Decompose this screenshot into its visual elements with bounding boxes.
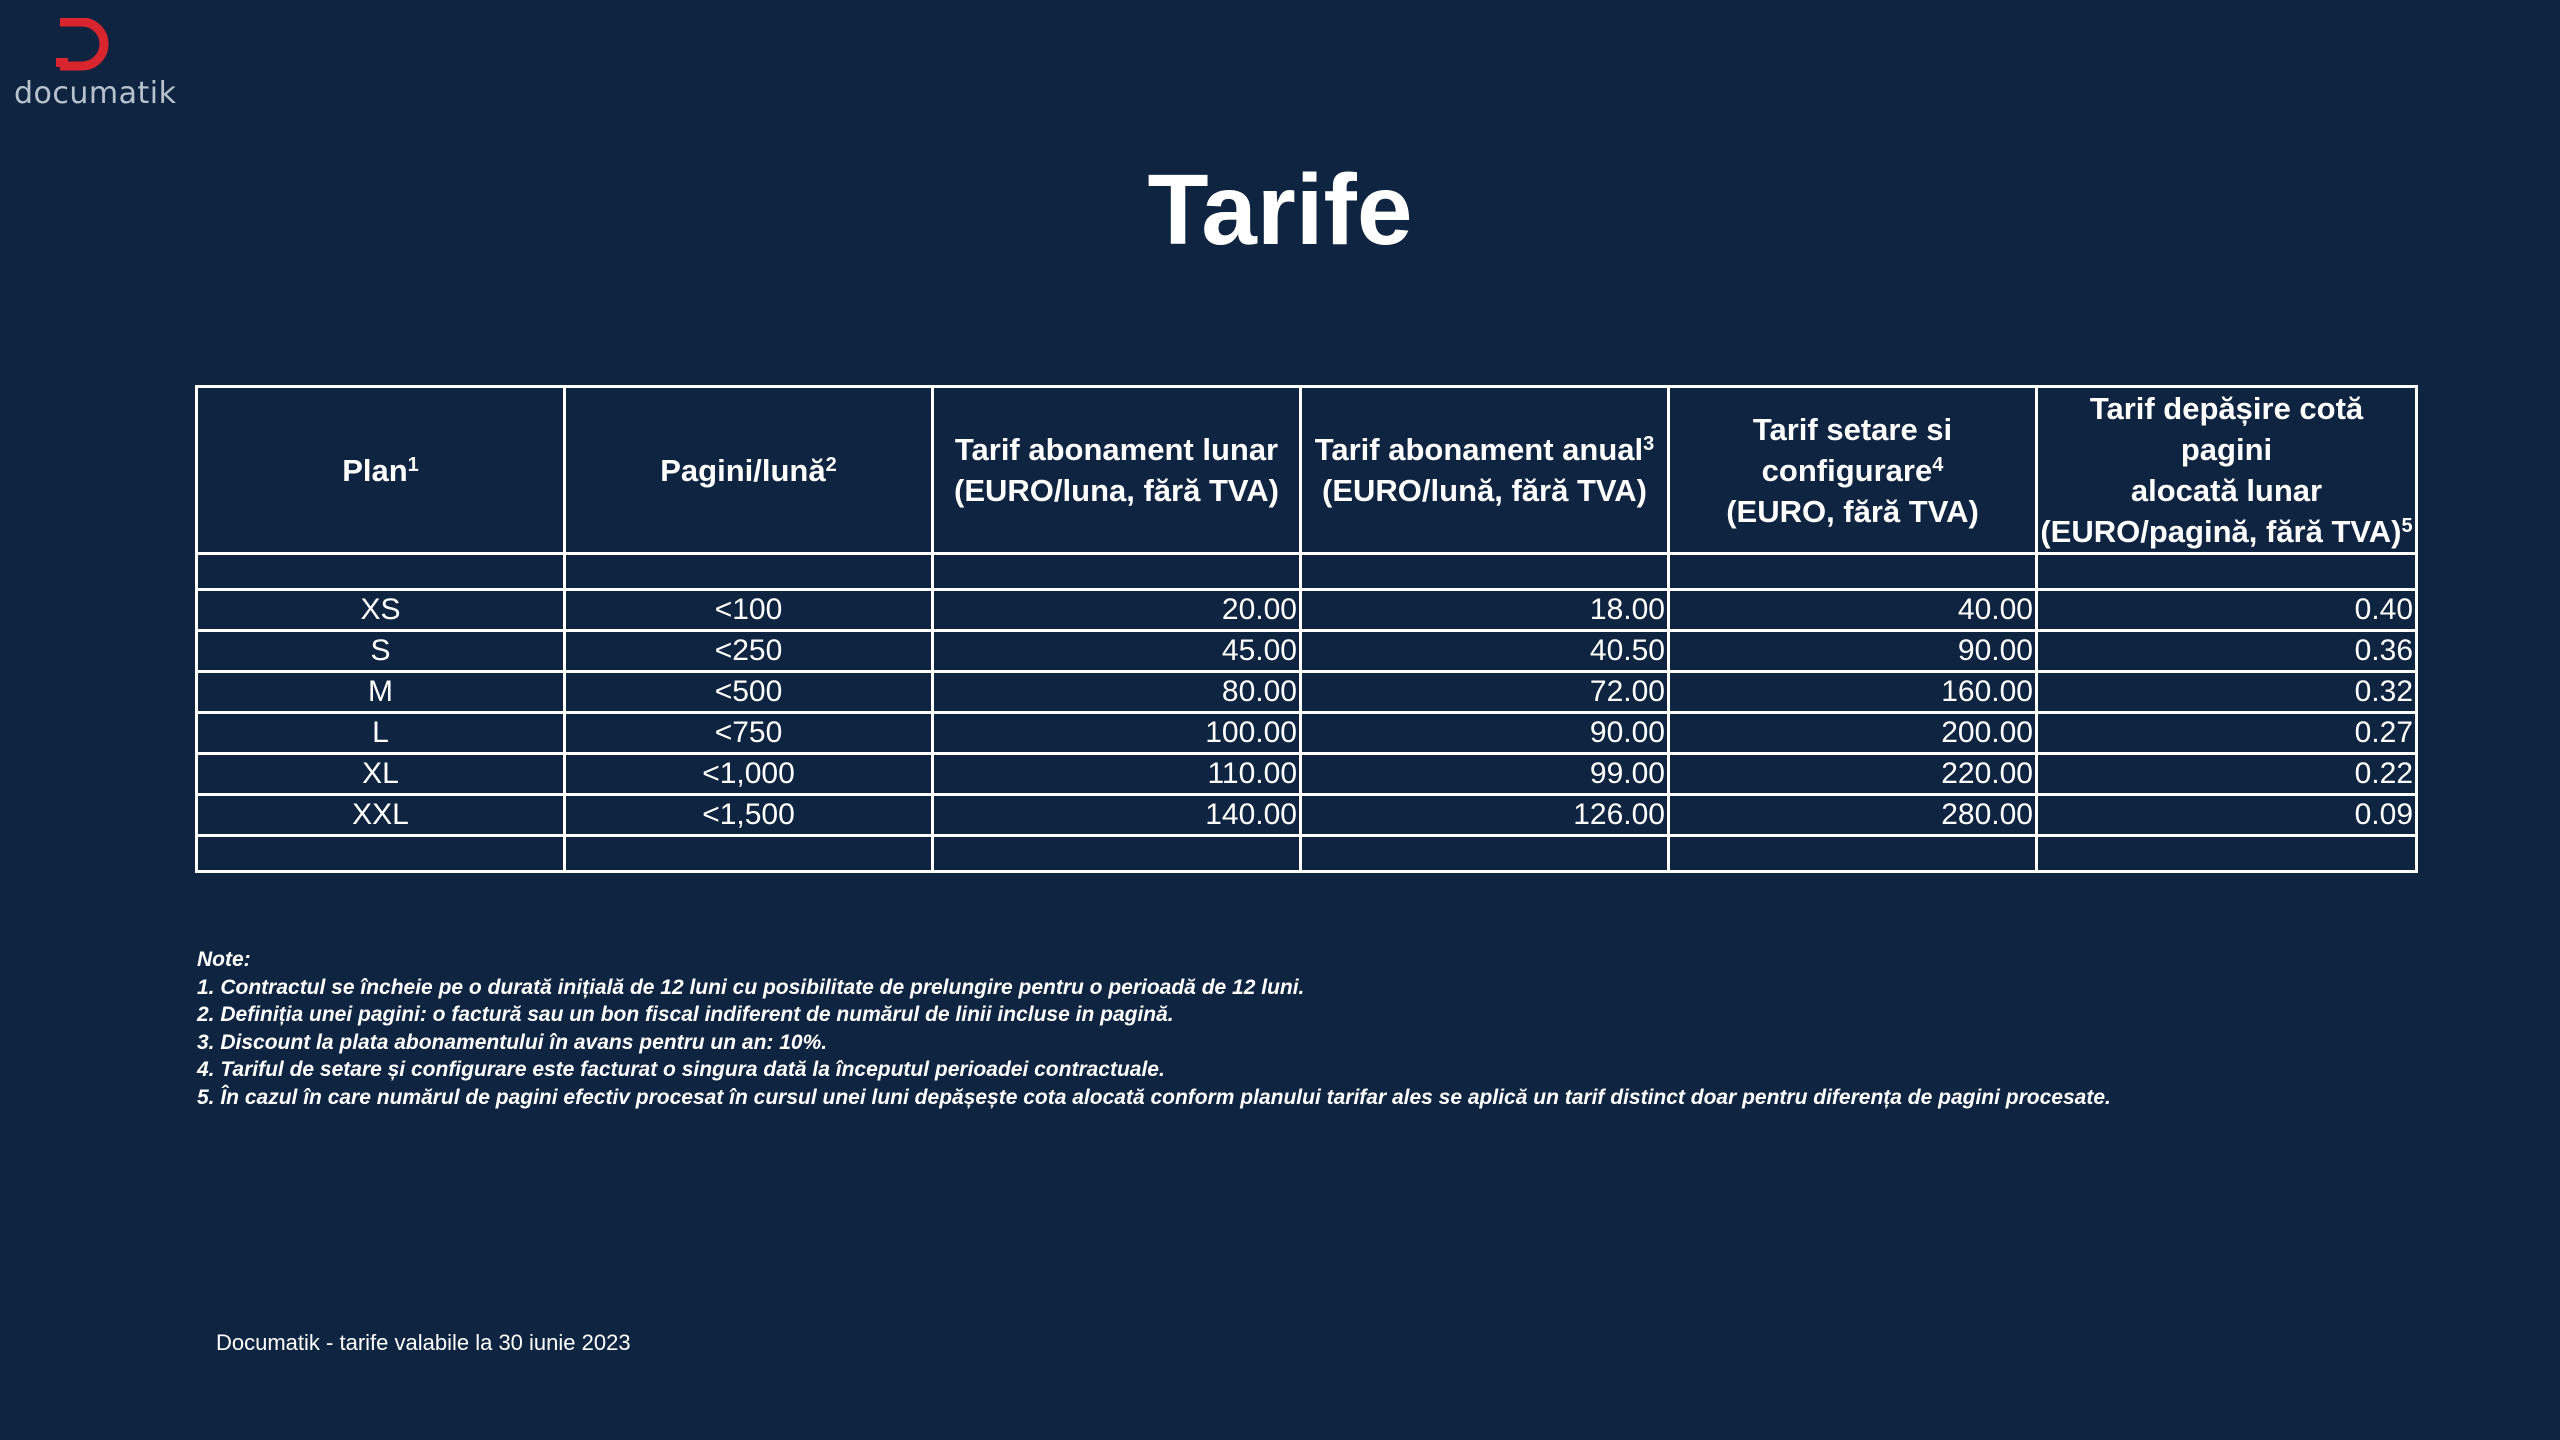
notes-heading: Note: bbox=[197, 948, 251, 971]
table-header-row bbox=[197, 387, 2417, 554]
header-annual-fee: Tarif abonament anual$^3$ (EURO/lună, fără TVA) bbox=[1301, 387, 1669, 554]
note-item: 2. Definiția unei pagini: o factură sau un bon fiscal indiferent de numărul de linii incluse in pagină. bbox=[197, 1003, 1174, 1026]
table-row: XL <1,000 110.00 99.00 220.00 0.22 bbox=[197, 754, 2417, 795]
table-row: M <500 80.00 72.00 160.00 0.32 bbox=[197, 672, 2417, 713]
note-item: 5. În cazul în care numărul de pagini efectiv procesat în cursul unei luni depășește cota alocată conform planului tarifar ales se aplică un tarif distinct doar pentru diferența de pagini procesate. bbox=[197, 1085, 2111, 1109]
logo bbox=[14, 18, 177, 111]
table-row: XXL <1,500 140.00 126.00 280.00 0.09 bbox=[197, 795, 2417, 836]
header-overage-fee: Tarif depășire cotă pagini alocată lunar (EURO/pagină, fără TVA)$^5$ bbox=[2037, 387, 2417, 554]
notes bbox=[197, 946, 2447, 1111]
table-row: L <750 100.00 90.00 200.00 0.27 bbox=[197, 713, 2417, 754]
header-setup-fee: Tarif setare si configurare$^4$ (EURO, fără TVA) bbox=[1669, 387, 2037, 554]
table-spacer-row bbox=[197, 554, 2417, 590]
note-item: 4. Tariful de setare și configurare este facturat o singura dată la începutul perioadei contractuale. bbox=[197, 1058, 1165, 1081]
table-spacer-row bbox=[197, 836, 2417, 872]
note-item: 1. Contractul se încheie pe o durată inițială de 12 luni cu posibilitate de prelungire pentru o perioadă de 12 luni. bbox=[197, 975, 1305, 999]
header-plan: Plan$^1$ bbox=[197, 387, 565, 554]
table-row: S <250 45.00 40.50 90.00 0.36 bbox=[197, 631, 2417, 672]
note-item: 3. Discount la plata abonamentului în avans pentru un an: 10%. bbox=[197, 1030, 828, 1054]
page-title: Tarife bbox=[1147, 154, 1413, 266]
logo-wordmark: documatik bbox=[14, 76, 177, 111]
header-monthly-fee: Tarif abonament lunar (EURO/luna, fără TVA) bbox=[933, 387, 1301, 554]
footer-text: Documatik - tarife valabile la 30 iunie 2023 bbox=[216, 1330, 631, 1355]
documatik-logo-icon bbox=[54, 18, 114, 78]
tariff-table bbox=[195, 385, 2418, 873]
header-pages: Pagini/lună$^2$ bbox=[565, 387, 933, 554]
table-row: XS <100 20.00 18.00 40.00 0.40 bbox=[197, 590, 2417, 631]
